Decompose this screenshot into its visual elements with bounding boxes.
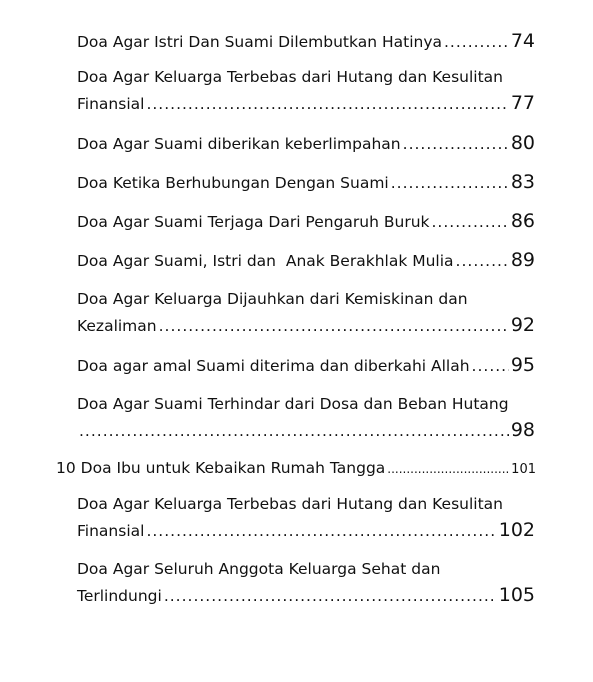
toc-entry-title: Doa agar amal Suami diterima dan diberkahi Allah [77, 357, 470, 375]
toc-page-number: 92 [510, 314, 535, 336]
toc-entry[interactable] [77, 130, 535, 157]
toc-entry[interactable] [77, 247, 535, 274]
toc-entry[interactable] [77, 28, 535, 55]
toc-chapter-entry[interactable] [56, 455, 536, 483]
toc-entry-title: Terlindungi [77, 587, 162, 605]
toc-page-number: 86 [510, 210, 535, 232]
toc-dot-leader [159, 313, 509, 339]
toc-dot-leader [403, 131, 509, 157]
toc-entry[interactable] [77, 352, 535, 379]
toc-entry-row [77, 417, 535, 444]
toc-entry[interactable] [77, 391, 535, 444]
toc-entry[interactable] [77, 64, 535, 117]
toc-entry[interactable] [77, 491, 535, 544]
toc-entry-title: Doa Ketika Berhubungan Dengan Suami [77, 174, 389, 192]
toc-entry[interactable] [77, 286, 535, 339]
toc-entry-title-line: Doa Agar Seluruh Anggota Keluarga Sehat dan [77, 560, 441, 578]
toc-entry[interactable] [77, 169, 535, 196]
toc-dot-leader [444, 29, 509, 55]
toc-dot-leader [456, 248, 509, 274]
toc-entry[interactable] [77, 556, 535, 609]
toc-entry-title: Doa Agar Suami diberikan keberlimpahan [77, 135, 401, 153]
toc-page-number: 74 [510, 30, 535, 52]
toc-entry[interactable] [77, 208, 535, 235]
toc-entry-row [77, 28, 535, 55]
toc-entry-title-line: Doa Agar Keluarga Dijauhkan dari Kemiskinan dan [77, 290, 468, 308]
toc-entry-row [77, 169, 535, 196]
toc-entry-title: Kezaliman [77, 317, 157, 335]
toc-page-number: 83 [510, 171, 535, 193]
toc-chapter-title: 10 Doa Ibu untuk Kebaikan Rumah Tangga [56, 459, 386, 477]
toc-entry-title: Doa Agar Istri Dan Suami Dilembutkan Hatinya [77, 33, 442, 51]
toc-entry-row [77, 90, 535, 117]
toc-entry-title: Finansial [77, 522, 145, 540]
toc-entry-title-line: Doa Agar Keluarga Terbebas dari Hutang dan Kesulitan [77, 68, 503, 86]
toc-dot-leader [146, 518, 496, 544]
toc-entry-title: Doa Agar Suami Terjaga Dari Pengaruh Buruk [77, 213, 430, 231]
toc-entry-row [56, 455, 536, 483]
toc-entry-row [77, 208, 535, 235]
toc-entry-title-line: Doa Agar Keluarga Terbebas dari Hutang dan Kesulitan [77, 495, 503, 513]
toc-entry-row [77, 352, 535, 379]
toc-dot-leader [472, 353, 509, 379]
toc-dot-leader [387, 456, 509, 482]
toc-page-number: 105 [498, 584, 535, 606]
toc-page-number: 95 [510, 354, 535, 376]
toc-entry-row [77, 130, 535, 157]
toc-entry-title: Finansial [77, 95, 145, 113]
toc-entry-title: Doa Agar Suami, Istri dan Anak Berakhlak Mulia [77, 252, 454, 270]
toc-dot-leader [391, 170, 509, 196]
toc-page-number: 89 [510, 249, 535, 271]
toc-page-number: 77 [510, 92, 535, 114]
toc-entry-row [77, 517, 535, 544]
toc-page-number: 101 [511, 462, 536, 477]
toc-entry-row [77, 312, 535, 339]
toc-page-number: 98 [510, 419, 535, 441]
toc-dot-leader [79, 418, 509, 444]
toc-dot-leader [432, 209, 509, 235]
toc-entry-row [77, 582, 535, 609]
toc-page-number: 102 [498, 519, 535, 541]
toc-dot-leader [146, 91, 508, 117]
toc-entry-row [77, 247, 535, 274]
toc-page-number: 80 [510, 132, 535, 154]
toc-dot-leader [164, 583, 497, 609]
toc-entry-title-line: Doa Agar Suami Terhindar dari Dosa dan Beban Hutang [77, 395, 509, 413]
